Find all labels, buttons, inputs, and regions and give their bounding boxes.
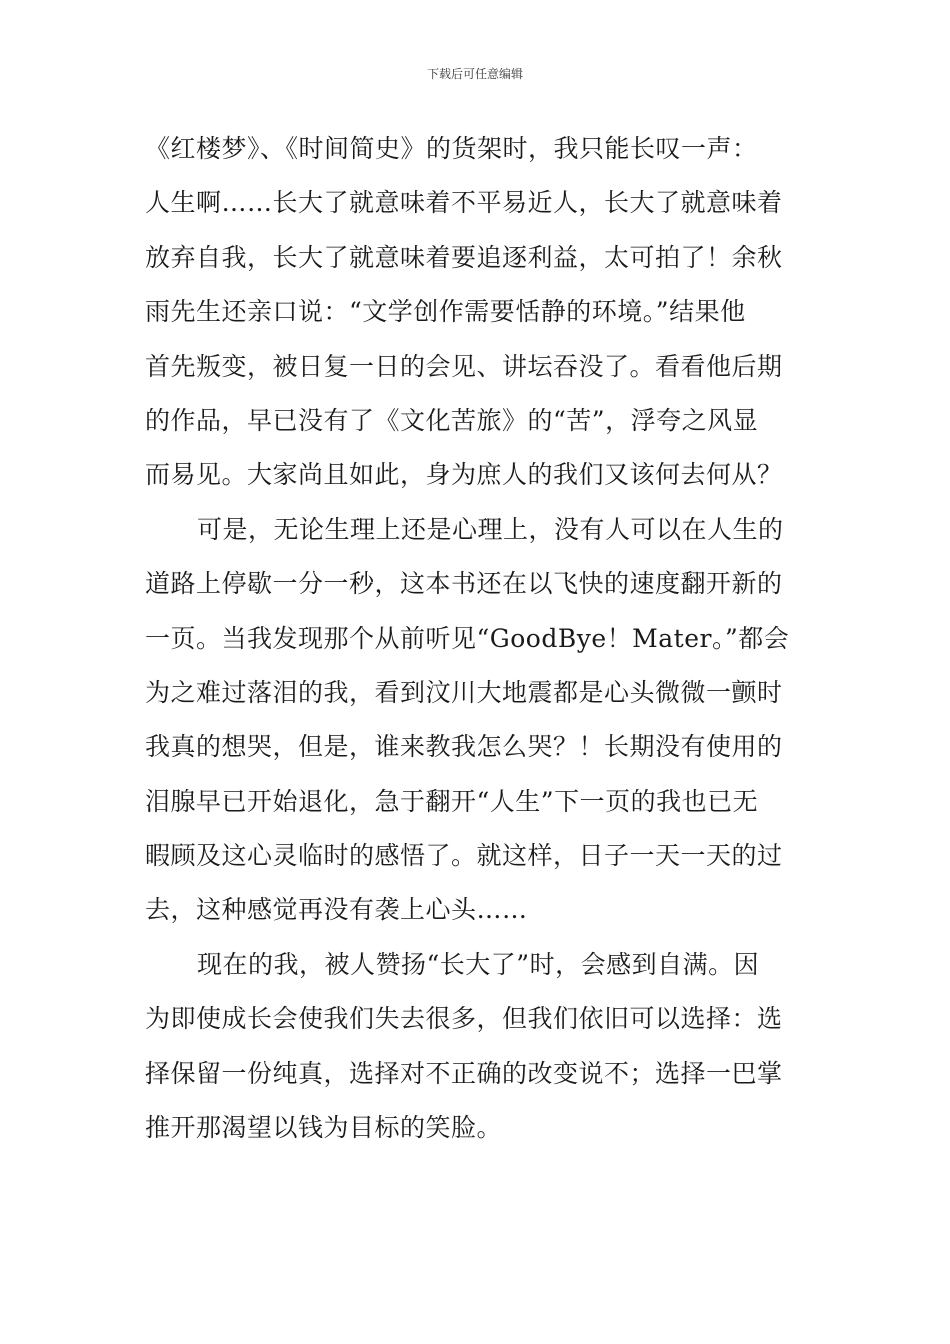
text-line: 道路上停歇一分一秒，这本书还在以飞快的速度翻开新的 — [145, 569, 783, 599]
paragraph-start-line: 可是，无论生理上还是心理上，没有人可以在人生的 — [197, 514, 784, 544]
text-line: 《红楼梦》、《时间简史》的货架时，我只能长叹一声： — [145, 134, 758, 163]
text-line: 去，这种感觉再没有袭上心头…… — [145, 895, 528, 925]
text-line: 的作品，早已没有了《文化苦旅》的“苦”，浮夸之风显 — [145, 405, 759, 435]
body-text — [145, 122, 807, 1155]
text-line: 我真的想哭，但是，谁来教我怎么哭？！长期没有使用的 — [145, 732, 783, 762]
text-line: 人生啊……长大了就意味着不平易近人，长大了就意味着 — [145, 188, 783, 218]
text-line: 首先叛变，被日复一日的会见、讲坛吞没了。看看他后期 — [145, 351, 783, 381]
paragraph-start-line: 现在的我，被人赞扬“长大了”时，会感到自满。因 — [197, 949, 760, 979]
text-line: 一页。当我发现那个从前听见“GoodBye！Mater。”都会 — [145, 623, 790, 653]
page-header: 下载后可任意编辑 — [426, 67, 523, 81]
text-line: 而易见。大家尚且如此，身为庶人的我们又该何去何从？ — [145, 460, 783, 490]
text-line: 暇顾及这心灵临时的感悟了。就这样，日子一天一天的过 — [145, 841, 783, 871]
text-line: 择保留一份纯真，选择对不正确的改变说不；选择一巴掌 — [145, 1058, 783, 1088]
text-line: 放弃自我，长大了就意味着要追逐利益，太可拍了！余秋 — [145, 242, 783, 272]
text-line: 为之难过落泪的我，看到汶川大地震都是心头微微一颤时 — [145, 677, 783, 707]
text-line: 雨先生还亲口说：“文学创作需要恬静的环境。”结果他 — [145, 297, 746, 327]
text-line: 泪腺早已开始退化，急于翻开“人生”下一页的我也已无 — [145, 786, 759, 816]
text-line: 推开那渴望以钱为目标的笑脸。 — [145, 1113, 503, 1143]
text-line: 为即使成长会使我们失去很多，但我们依旧可以选择：选 — [145, 1004, 783, 1034]
